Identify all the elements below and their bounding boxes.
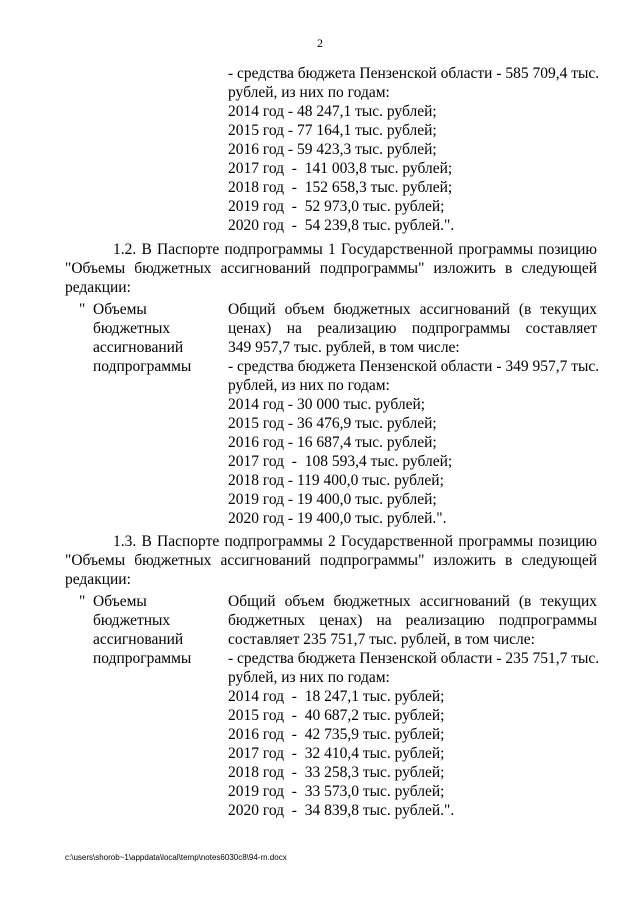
value-line: 2015 год - 40 687,2 тыс. рублей; [228, 707, 445, 724]
value-line: 2016 год - 16 687,4 тыс. рублей; [228, 434, 437, 451]
value-line: бюджетных ценах) на реализацию подпрограммы [228, 612, 597, 629]
file-path-footer: c:\users\shorob~1\appdata\local\temp\notes6030c8\94-rn.docx [65, 853, 287, 862]
value-line: - средства бюджета Пензенской области - 349 957,7 тыс. [228, 358, 600, 375]
value-line: ценах) на реализацию подпрограммы составляет [228, 320, 597, 337]
value-line: 2018 год - 33 258,3 тыс. рублей; [228, 764, 445, 781]
label-line: Объемы [93, 593, 147, 610]
top-line: 2019 год - 52 973,0 тыс. рублей; [228, 198, 445, 215]
value-line: 2017 год - 108 593,4 тыс. рублей; [228, 453, 453, 470]
value-line: 2016 год - 42 735,9 тыс. рублей; [228, 726, 445, 743]
value-line: 349 957,7 тыс. рублей, в том числе: [228, 339, 460, 356]
value-line: 2017 год - 32 410,4 тыс. рублей; [228, 745, 445, 762]
label-line: подпрограммы [93, 358, 192, 375]
top-line: рублей, из них по годам: [228, 84, 390, 101]
label-line: подпрограммы [93, 650, 192, 667]
value-line: 2014 год - 30 000 тыс. рублей; [228, 396, 426, 413]
paragraph-line: редакции: [65, 279, 131, 296]
value-line: 2014 год - 18 247,1 тыс. рублей; [228, 688, 445, 705]
paragraph-line: "Объемы бюджетных ассигнований подпрограммы" изложить в следующей [65, 552, 597, 569]
label-line: ассигнований [93, 631, 184, 648]
value-line: 2020 год - 19 400,0 тыс. рублей.". [228, 510, 447, 527]
paragraph-line: редакции: [65, 571, 131, 588]
value-line: - средства бюджета Пензенской области - 235 751,7 тыс. [228, 650, 600, 667]
value-line: рублей, из них по годам: [228, 669, 390, 686]
label-line: бюджетных [93, 320, 171, 337]
value-line: Общий объем бюджетных ассигнований (в текущих [228, 301, 597, 318]
top-line: 2018 год - 152 658,3 тыс. рублей; [228, 179, 453, 196]
top-line: 2014 год - 48 247,1 тыс. рублей; [228, 103, 437, 120]
label-line: бюджетных [93, 612, 171, 629]
value-line: 2020 год - 34 839,8 тыс. рублей.". [228, 802, 455, 819]
page-number: 2 [317, 36, 323, 50]
label-line: Объемы [93, 301, 147, 318]
label-line: ассигнований [93, 339, 184, 356]
value-line: рублей, из них по годам: [228, 377, 390, 394]
top-line: 2017 год - 141 003,8 тыс. рублей; [228, 160, 453, 177]
paragraph-line: 1.3. В Паспорте подпрограммы 2 Государственной программы позицию [113, 533, 597, 550]
value-line: Общий объем бюджетных ассигнований (в текущих [228, 593, 597, 610]
top-line: 2015 год - 77 164,1 тыс. рублей; [228, 122, 437, 139]
top-line: 2016 год - 59 423,3 тыс. рублей; [228, 141, 437, 158]
value-line: 2019 год - 19 400,0 тыс. рублей; [228, 491, 437, 508]
top-line: - средства бюджета Пензенской области - 585 709,4 тыс. [228, 65, 600, 82]
opening-quote: " [79, 301, 86, 318]
value-line: 2019 год - 33 573,0 тыс. рублей; [228, 783, 445, 800]
value-line: 2018 год - 119 400,0 тыс. рублей; [228, 472, 444, 489]
value-line: 2015 год - 36 476,9 тыс. рублей; [228, 415, 437, 432]
opening-quote: " [79, 593, 86, 610]
paragraph-line: 1.2. В Паспорте подпрограммы 1 Государственной программы позицию [113, 241, 597, 258]
value-line: составляет 235 751,7 тыс. рублей, в том числе: [228, 631, 535, 648]
top-line: 2020 год - 54 239,8 тыс. рублей.". [228, 217, 455, 234]
paragraph-line: "Объемы бюджетных ассигнований подпрограммы" изложить в следующей [65, 260, 597, 277]
